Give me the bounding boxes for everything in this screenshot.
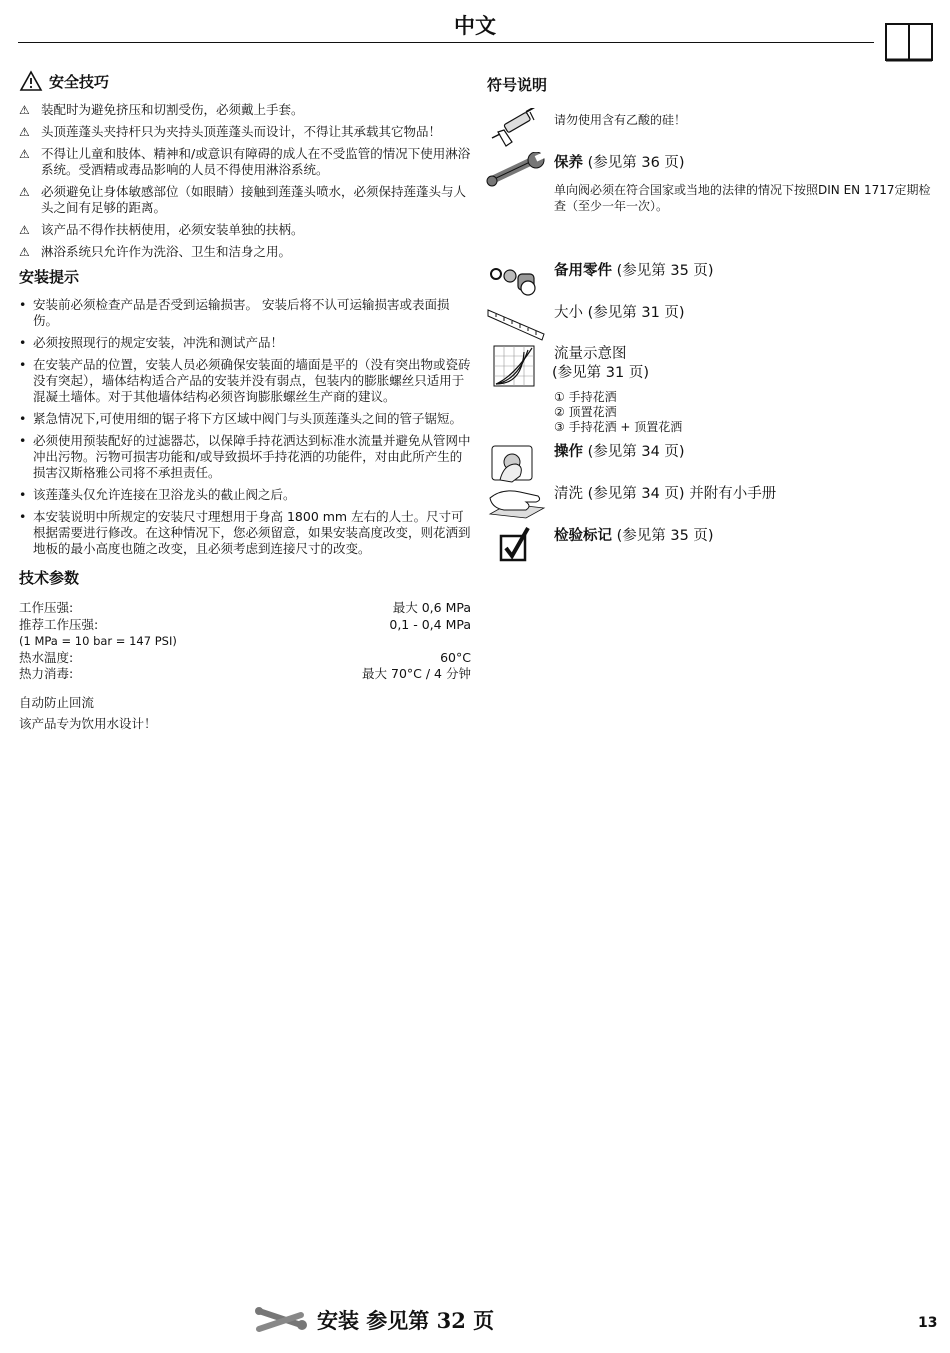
install-heading: 安装提示 bbox=[19, 268, 80, 286]
silicone-gun-icon bbox=[490, 108, 546, 152]
cleaning-hand-icon bbox=[486, 484, 548, 524]
flow-legend bbox=[554, 390, 682, 435]
tech-note: 该产品专为饮用水设计！ bbox=[19, 715, 157, 731]
spare-parts-title: 备用零件 (参见第 35 页) bbox=[554, 262, 714, 279]
flow-diagram-icon bbox=[492, 344, 536, 388]
flow-legend-item: ③ 手持花洒 + 顶置花洒 bbox=[554, 420, 683, 434]
safety-item: ⚠ 头顶莲蓬头夹持杆只为夹持头顶莲蓬头而设计，不得让其承载其它物品！ bbox=[19, 124, 442, 139]
safety-item: ⚠ 必须避免让身体敏感部位（如眼睛）接触到莲蓬头喷水，必须保持莲蓬头与人头之间有足够的距离。 bbox=[19, 184, 467, 215]
safety-item: ⚠ 该产品不得作扶柄使用，必须安装单独的扶柄。 bbox=[19, 222, 304, 237]
page-title: 中文 bbox=[454, 13, 496, 38]
install-item: • 本安装说明中所规定的安装尺寸理想用于身高 1800 mm 左右的人士。尺寸可根据需要进行修改。在这种情况下，您必须留意，如果安装高度改变，则花洒到地板的最小高度也随之改变，且必须考虑到连接尺寸的改变。 bbox=[19, 509, 471, 556]
maintenance-title: 保养 (参见第 36 页) bbox=[554, 154, 685, 171]
warning-icon: ⚠ bbox=[19, 223, 30, 237]
spec-row: (1 MPa = 10 bar = 147 PSI) bbox=[19, 634, 177, 648]
warning-icon: ⚠ bbox=[19, 147, 30, 161]
tech-specs bbox=[19, 600, 471, 683]
flow-legend-item: ② 顶置花洒 bbox=[554, 405, 617, 419]
tech-note: 自动防止回流 bbox=[19, 694, 95, 710]
header-divider bbox=[18, 42, 874, 43]
maintenance-text: 单向阀必须在符合国家或当地的法律的情况下按照DIN EN 1717定期检查（至少一年一次）。 bbox=[554, 183, 931, 213]
footer-install-ref bbox=[255, 1303, 494, 1337]
warning-icon bbox=[19, 70, 43, 92]
warning-icon: ⚠ bbox=[19, 185, 30, 199]
page-number: 13 bbox=[918, 1315, 938, 1331]
silicone-note: 请勿使用含有乙酸的硅！ bbox=[554, 113, 687, 127]
footer-text: 安装 参见第 32 页 bbox=[317, 1308, 495, 1333]
size-title: 大小 (参见第 31 页) bbox=[554, 305, 685, 321]
install-item: • 在安装产品的位置，安装人员必须确保安装面的墙面是平的（没有突出物或瓷砖没有突起），墙体结构适合产品的安装并没有弱点，包装内的膨胀螺丝只适用于混凝土墙体。对于其他墙体结构必须咨询膨胀螺丝生产商的建议。 bbox=[19, 357, 471, 404]
flow-title: 流量示意图 bbox=[554, 346, 627, 362]
symbols-heading: 符号说明 bbox=[487, 76, 548, 94]
install-item: • 必须按照现行的规定安装，冲洗和测试产品！ bbox=[19, 335, 284, 350]
safety-heading: 安全技巧 bbox=[49, 72, 110, 91]
tech-heading: 技术参数 bbox=[19, 569, 80, 587]
operation-title: 操作 (参见第 34 页) bbox=[554, 443, 685, 460]
safety-item: ⚠ 淋浴系统只允许作为洗浴、卫生和洁身之用。 bbox=[19, 244, 292, 259]
hand-operation-icon bbox=[486, 442, 540, 484]
spec-row: 热力消毒: 最大 70°C / 4 分钟 bbox=[19, 666, 471, 681]
warning-icon: ⚠ bbox=[19, 125, 30, 139]
install-item: • 安装前必须检查产品是否受到运输损害。 安装后将不认可运输损害或表面损伤。 bbox=[19, 297, 450, 328]
warning-icon: ⚠ bbox=[19, 103, 30, 117]
spare-parts-icon bbox=[488, 262, 546, 302]
wrench-icon bbox=[486, 152, 548, 190]
flow-legend-item: ① 手持花洒 bbox=[554, 390, 617, 404]
book-icon bbox=[884, 22, 934, 62]
install-list bbox=[19, 297, 471, 557]
spec-row: 热水温度: 60°C bbox=[19, 649, 471, 665]
ruler-icon bbox=[486, 304, 546, 342]
spec-row: 推荐工作压强: 0,1 - 0,4 MPa bbox=[19, 616, 471, 632]
flow-ref: (参见第 31 页) bbox=[552, 365, 649, 381]
checkbox-checked-icon bbox=[498, 526, 532, 564]
test-mark-title: 检验标记 (参见第 35 页) bbox=[554, 527, 714, 544]
install-item: • 必须使用预装配好的过滤器芯，以保障手持花洒达到标准水流量并避免从管网中冲出污物。污物可损害功能和/或导致损坏手持花洒的功能件，对由此所产生的损害汉斯格雅公司将不承担责任。 bbox=[19, 433, 471, 480]
safety-item: ⚠ 装配时为避免挤压和切割受伤，必须戴上手套。 bbox=[19, 102, 304, 117]
install-item: • 该莲蓬头仅允许连接在卫浴龙头的截止阀之后。 bbox=[19, 487, 296, 502]
safety-list bbox=[19, 102, 471, 260]
spec-row: 工作压强: 最大 0,6 MPa bbox=[19, 600, 471, 615]
cleaning-title: 清洗 (参见第 34 页) 并附有小手册 bbox=[554, 486, 777, 502]
safety-item: ⚠ 不得让儿童和肢体、精神和/或意识有障碍的成人在不受监管的情况下使用淋浴系统。受酒精或毒品影响的人员不得使用淋浴系统。 bbox=[19, 146, 471, 177]
install-item: • 紧急情况下,可使用细的锯子将下方区域中阀门与头顶莲蓬头之间的管子锯短。 bbox=[19, 411, 462, 426]
tools-icon bbox=[255, 1303, 307, 1337]
warning-icon: ⚠ bbox=[19, 245, 30, 259]
